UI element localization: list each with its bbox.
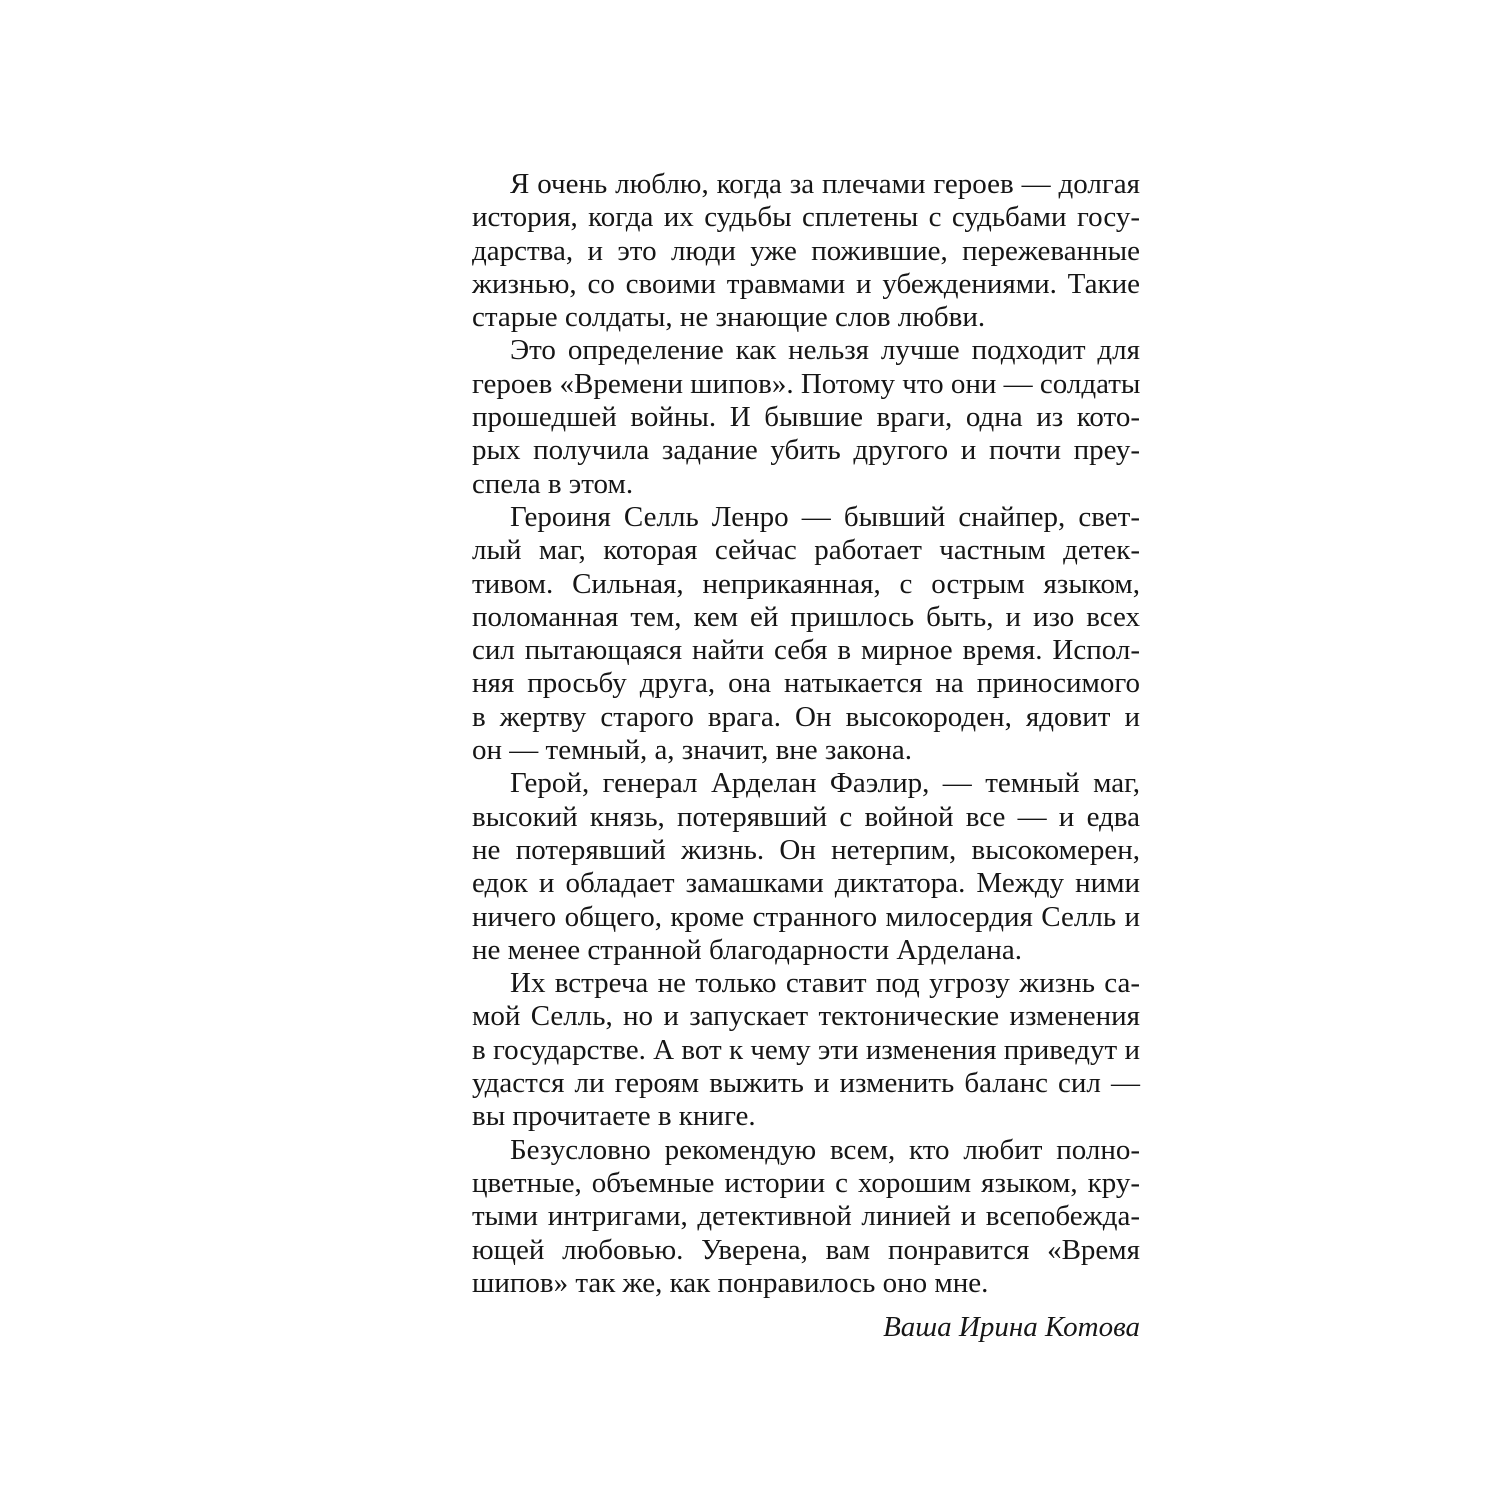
text-line: удастся ли героям выжить и изменить баланс сил — (472, 1067, 1140, 1100)
text-line: вы прочитаете в книге. (472, 1100, 756, 1133)
text-line: Я очень люблю, когда за плечами героев — долгая (510, 168, 1140, 200)
text-line: шипов» так же, как понравилось оно мне. (472, 1266, 989, 1299)
text-line: Безусловно рекомендую всем, кто любит полно- (510, 1133, 1140, 1166)
text-line: поломанная тем, кем ей пришлось быть, и изо всех (472, 600, 1140, 633)
text-line: няя просьбу друга, она натыкается на приносимого (472, 667, 1140, 700)
author-signature: Ваша Ирина Котова (883, 1311, 1140, 1344)
text-line: жизнью, со своими травмами и убеждениями. Такие (472, 267, 1140, 300)
text-line: ничего общего, кроме странного милосердия Селль и (472, 900, 1140, 933)
paragraph (472, 1134, 1140, 1300)
paragraph (472, 967, 1140, 1133)
text-line: Это определение как нельзя лучше подходит для (510, 334, 1140, 367)
text-line: старые солдаты, не знающие слов любви. (472, 301, 986, 334)
text-line: высокий князь, потерявший с войной все — и едва (472, 800, 1140, 833)
text-line: история, когда их судьбы сплетены с судьбами госу- (472, 201, 1140, 234)
text-line: лый маг, которая сейчас работает частным детек- (472, 534, 1140, 567)
text-line: дарства, и это люди уже пожившие, пережеванные (472, 234, 1140, 267)
text-line: он — темный, а, значит, вне закона. (472, 734, 913, 767)
text-line: не менее странной благодарности Арделана. (472, 933, 1023, 966)
paragraph (472, 334, 1140, 500)
text-line: не потерявший жизнь. Он нетерпим, высокомерен, (472, 833, 1140, 866)
paragraph (472, 168, 1140, 334)
text-line: Героиня Селль Ленро — бывший снайпер, свет- (510, 500, 1140, 533)
text-line: в жертву старого врага. Он высокороден, ядовит и (472, 700, 1140, 733)
text-line: сил пытающаяся найти себя в мирное время. Испол- (472, 634, 1140, 667)
text-line: в государстве. А вот к чему эти изменения приведут и (472, 1033, 1140, 1066)
text-line: прошедшей войны. И бывшие враги, одна из кото- (472, 401, 1140, 434)
text-line: цветные, объемные истории с хорошим языком, кру- (472, 1166, 1140, 1199)
text-line: спела в этом. (472, 467, 634, 500)
text-line: героев «Времени шипов». Потому что они — солдаты (472, 367, 1141, 400)
text-line: едок и обладает замашками диктатора. Между ними (472, 867, 1140, 900)
paragraph (472, 767, 1140, 967)
body-text (472, 168, 1140, 1344)
text-line: тивом. Сильная, неприкаянная, с острым языком, (472, 567, 1140, 600)
paragraph (472, 501, 1140, 767)
text-line: Герой, генерал Арделан Фаэлир, — темный маг, (510, 767, 1140, 800)
text-line: мой Селль, но и запускает тектонические изменения (472, 1000, 1140, 1033)
text-line: тыми интригами, детективной линией и всепобежда- (472, 1200, 1140, 1233)
text-line: ющей любовью. Уверена, вам понравится «Время (472, 1233, 1140, 1266)
text-line: Их встреча не только ставит под угрозу жизнь са- (510, 967, 1140, 1000)
text-line: рых получила задание убить другого и почти преу- (472, 434, 1140, 467)
